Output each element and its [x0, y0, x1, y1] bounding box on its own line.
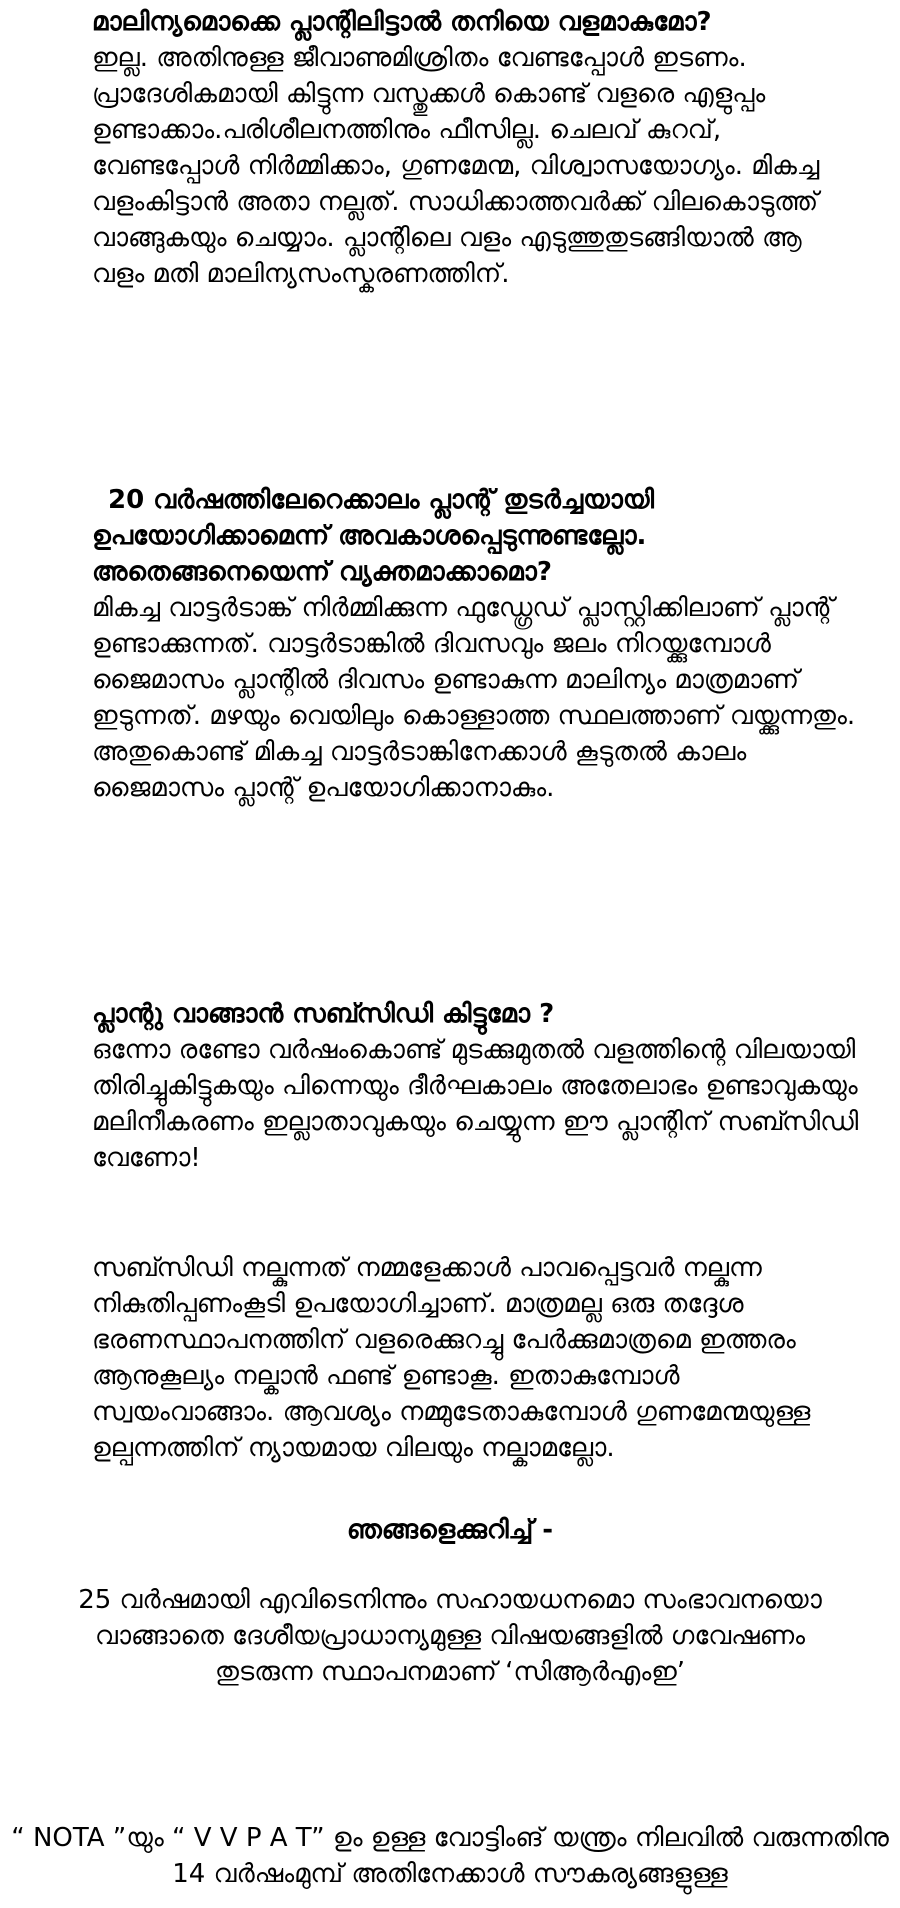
about-block — [60, 1582, 840, 1690]
subsidy-paragraph: സബ്സിഡി നല്കുന്നത് നമ്മളേക്കാൾ പാവപ്പെട്ടവർ നല്കുന്ന നികുതിപ്പണംകൂടി ഉപയോഗിച്ചാണ്. മാത്രമല്ല ഒരു തദ്ദേശ ഭരണസ്ഥാപനത്തിന് വളരെക്കുറച്ചു പേർക്കുമാത്രമെ ഇത്തരം ആനുകൂല്യം നല്കാൻ ഫണ്ട് ഉണ്ടാകൂ. ഇതാകുമ്പോൾ സ്വയംവാങ്ങാം. ആവശ്യം നമ്മുടേതാകുമ്പോൾ ഗുണമേന്മയുള്ള ഉല്പന്നത്തിന് ന്യായമായ വിലയും നല്കാമല്ലോ. — [92, 1253, 811, 1463]
about-paragraph: 25 വർഷമായി എവിടെനിന്നും സഹായധനമൊ സംഭാവനയൊ വാങ്ങാതെ ദേശീയപ്രാധാന്യമുള്ള വിഷയങ്ങളിൽ ഗവേഷണം തുടരുന്ന സ്ഥാപനമാണ് ‘സിആർഎംഇ’ — [78, 1585, 822, 1687]
faq-question: 20 വർഷത്തിലേറെക്കാലം പ്ലാന്റ് തുടർച്ചയായി ഉപയോഗിക്കാമെന്ന് അവകാശപ്പെടുന്നുണ്ടല്ലോ. അതെങ്ങനെയെന്ന് വ്യക്തമാക്കാമൊ? — [92, 485, 655, 587]
faq-question: മാലിന്യമൊക്കെ പ്ലാന്റിലിട്ടാൽ തനിയെ വളമാകുമോ? — [92, 7, 712, 37]
faq-answer: ഒന്നോ രണ്ടോ വർഷംകൊണ്ട് മുടക്കുമുതൽ വളത്തിന്റെ വിലയായി തിരിച്ചുകിട്ടുകയും പിന്നെയും ദീർഘകാലം അതേലാഭം ഉണ്ടാവുകയും മലിനീകരണം ഇല്ലാതാവുകയും ചെയ്യുന്ന ഈ പ്ലാന്റിന് സബ്സിഡി വേണോ! — [92, 1035, 859, 1173]
faq-section-durability — [92, 482, 860, 806]
faq-answer: മികച്ച വാട്ടർടാങ്ക് നിർമ്മിക്കുന്ന ഫുഡ്ഗ്രേഡ് പ്ലാസ്റ്റിക്കിലാണ് പ്ലാന്റ് ഉണ്ടാക്കുന്നത്. വാട്ടർടാങ്കിൽ ദിവസവും ജലം നിറയ്ക്കുമ്പോൾ ജൈമാസം പ്ലാന്റിൽ ദിവസം ഉണ്ടാകുന്ന മാലിന്യം മാത്രമാണ് ഇടുന്നത്. മഴയും വെയിലും കൊള്ളാത്ത സ്ഥലത്താണ് വയ്ക്കുന്നതും. അതുകൊണ്ട് മികച്ച വാട്ടർടാങ്കിനേക്കാൾ കൂടുതൽ കാലം ജൈമാസം പ്ലാന്റ് ഉപയോഗിക്കാനാകും. — [92, 593, 856, 803]
faq-question: പ്ലാന്റു വാങ്ങാൻ സബ്സിഡി കിട്ടുമോ ? — [92, 999, 555, 1029]
about-heading-block — [60, 1512, 840, 1548]
faq-answer: ഇല്ല. അതിനുള്ള ജീവാണുമിശ്രിതം വേണ്ടപ്പോൾ ഇടണം. പ്രാദേശികമായി കിട്ടുന്ന വസ്തുക്കൾ കൊണ്ട് വളരെ എളുപ്പം ഉണ്ടാക്കാം.പരിശീലനത്തിനും ഫീസില്ല. ചെലവ് കുറവ്, വേണ്ടപ്പോൾ നിർമ്മിക്കാം, ഗുണമേന്മ, വിശ്വാസയോഗ്യം. മികച്ച വളംകിട്ടാൻ അതാ നല്ലത്. സാധിക്കാത്തവർക്ക് വിലകൊടുത്ത് വാങ്ങുകയും ചെയ്യാം. പ്ലാന്റിലെ വളം എടുത്തുതുടങ്ങിയാൽ ആ വളം മതി മാലിന്യസംസ്കരണത്തിന്. — [92, 43, 820, 289]
faq-section-subsidy — [92, 996, 860, 1176]
subsidy-explanation — [92, 1250, 860, 1466]
faq-section-compost — [92, 4, 860, 292]
closing-block — [10, 1820, 890, 1892]
about-heading: ഞങ്ങളെക്കുറിച്ച് - — [346, 1515, 554, 1545]
closing-paragraph: “ NOTA ”യും “ V V P A T” ഉം ഉള്ള വോട്ടിംങ് യന്ത്രം നിലവിൽ വരുന്നതിനു 14 വർഷംമുമ്പ് അതിനേക്കാൾ സൗകര്യങ്ങളുള്ള — [11, 1823, 889, 1889]
